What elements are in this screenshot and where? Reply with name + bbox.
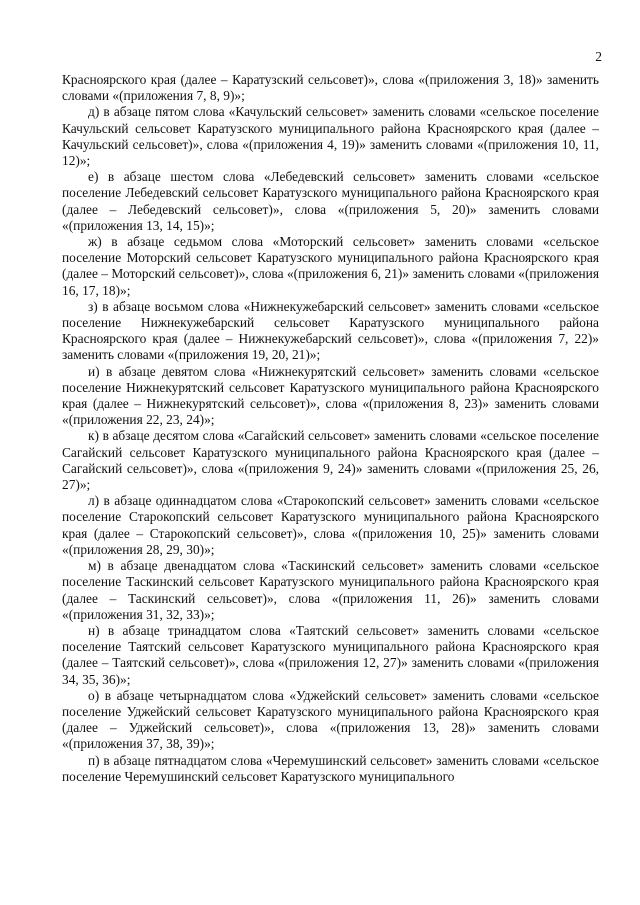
paragraph-z: з) в абзаце восьмом слова «Нижнекужебарский сельсовет» заменить словами «сельское поселение Нижнекужебарский сельсовет Каратузского муниципального района Красноярского края (далее – Нижнекужебарский сельсовет)», слова «(приложения 7, 22)» заменить словами «(приложения 19, 20, 21)»;	[62, 298, 599, 363]
page-number: 2	[595, 49, 602, 64]
document-body	[62, 72, 599, 785]
paragraph-n: н) в абзаце тринадцатом слова «Таятский сельсовет» заменить словами «сельское поселение Таятский сельсовет Каратузского муниципального района Красноярского края (далее – Таятский сельсовет)», слова «(приложения 12, 27)» заменить словами «(приложения 34, 35, 36)»;	[62, 622, 599, 687]
paragraph-e: е) в абзаце шестом слова «Лебедевский сельсовет» заменить словами «сельское поселение Лебедевский сельсовет Каратузского муниципального района Красноярского края (далее – Лебедевский сельсовет)», слова «(приложения 5, 20)» заменить словами «(приложения 13, 14, 15)»;	[62, 169, 599, 233]
paragraph-l: л) в абзаце одиннадцатом слова «Старокопский сельсовет» заменить словами «сельское поселение Старокопский сельсовет Каратузского муниципального района Красноярского края (далее – Старокопский сельсовет)», слова «(приложения 10, 25)» заменить словами «(приложения 28, 29, 30)»;	[62, 493, 599, 557]
paragraph-m: м) в абзаце двенадцатом слова «Таскинский сельсовет» заменить словами «сельское поселение Таскинский сельсовет Каратузского муниципального района Красноярского края (далее – Таскинский сельсовет)», слова «(приложения 11, 26)» заменить словами «(приложения 31, 32, 33)»;	[62, 558, 599, 622]
paragraph-d: д) в абзаце пятом слова «Качульский сельсовет» заменить словами «сельское поселение Качульский сельсовет Каратузского муниципального района Красноярского края (далее – Качульский сельсовет)», слова «(приложения 4, 19)» заменить словами «(приложения 10, 11, 12)»;	[62, 104, 599, 169]
paragraph-continuation: Красноярского края (далее – Каратузский сельсовет)», слова «(приложения 3, 18)» заменить словами «(приложения 7, 8, 9)»;	[62, 72, 599, 104]
paragraph-o: о) в абзаце четырнадцатом слова «Уджейский сельсовет» заменить словами «сельское поселение Уджейский сельсовет Каратузского муниципального района Красноярского края (далее – Уджейский сельсовет)», слова «(приложения 13, 28)» заменить словами «(приложения 37, 38, 39)»;	[62, 687, 599, 752]
paragraph-p: п) в абзаце пятнадцатом слова «Черемушинский сельсовет» заменить словами «сельское поселение Черемушинский сельсовет Каратузского муниципального	[62, 752, 599, 784]
paragraph-k: к) в абзаце десятом слова «Сагайский сельсовет» заменить словами «сельское поселение Сагайский сельсовет Каратузского муниципального района Красноярского края (далее – Сагайский сельсовет)», слова «(приложения 9, 24)» заменить словами «(приложения 25, 26, 27)»;	[62, 428, 599, 493]
paragraph-zh: ж) в абзаце седьмом слова «Моторский сельсовет» заменить словами «сельское поселение Моторский сельсовет Каратузского муниципального района Красноярского края (далее – Моторский сельсовет)», слова «(приложения 6, 21)» заменить словами «(приложения 16, 17, 18)»;	[62, 234, 599, 298]
paragraph-i: и) в абзаце девятом слова «Нижнекурятский сельсовет» заменить словами «сельское поселение Нижнекурятский сельсовет Каратузского муниципального района Красноярского края (далее – Нижнекурятский сельсовет)», слова «(приложения 8, 23)» заменить словами «(приложения 22, 23, 24)»;	[62, 363, 599, 428]
